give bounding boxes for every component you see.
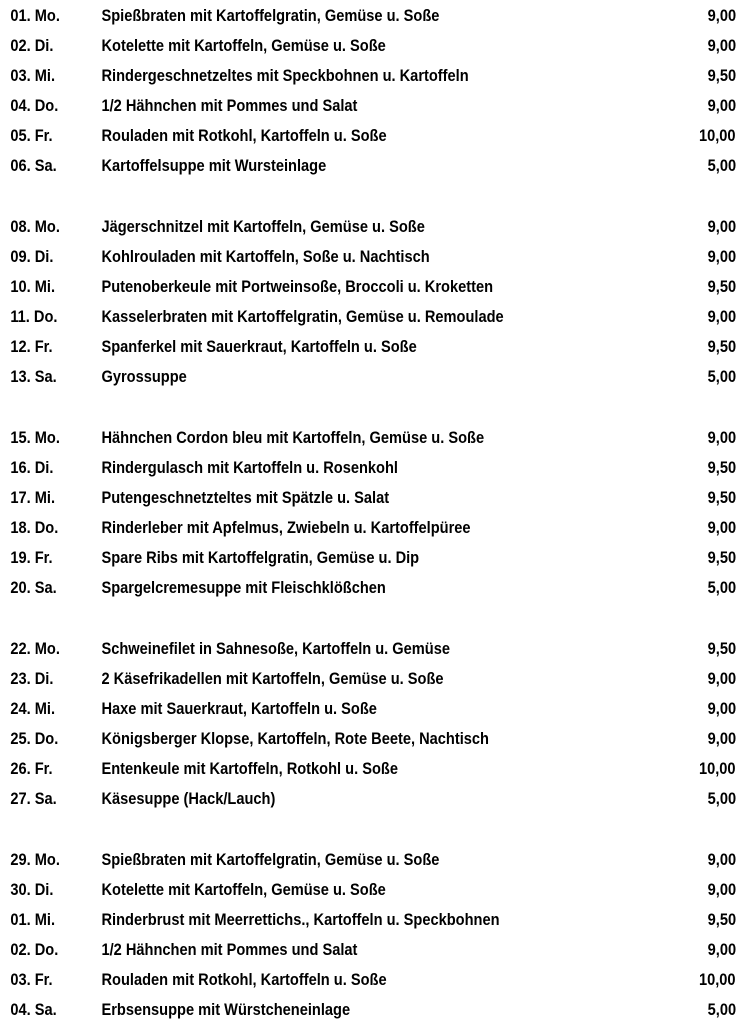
menu-price-cell xyxy=(616,696,736,722)
menu-price: 9,00 xyxy=(707,850,736,869)
menu-day: 01. Mo. xyxy=(10,6,60,25)
menu-price: 9,00 xyxy=(707,669,736,688)
menu-price-cell xyxy=(616,485,736,511)
menu-row xyxy=(0,967,638,993)
menu-price: 9,00 xyxy=(707,307,736,326)
menu-row xyxy=(0,63,638,89)
menu-dish: Rinderleber mit Apfelmus, Zwiebeln u. Kartoffelpüree xyxy=(101,518,471,537)
menu-dish: Schweinefilet in Sahnesoße, Kartoffeln u. Gemüse xyxy=(101,639,451,658)
menu-dish: Gyrossuppe xyxy=(101,367,187,386)
menu-price: 9,50 xyxy=(707,548,736,567)
menu-row xyxy=(0,153,638,179)
menu-price-cell xyxy=(616,515,736,541)
menu-row xyxy=(0,847,638,873)
menu-day: 24. Mi. xyxy=(10,699,56,718)
menu-row xyxy=(0,907,638,933)
menu-row xyxy=(0,123,638,149)
menu-day: 30. Di. xyxy=(10,880,54,899)
menu-price-cell xyxy=(616,726,736,752)
menu-row xyxy=(0,636,638,662)
menu-price-cell xyxy=(616,123,736,149)
menu-price: 9,00 xyxy=(707,6,736,25)
menu-price-cell xyxy=(616,545,736,571)
menu-price-cell xyxy=(616,907,736,933)
menu-price-cell xyxy=(616,756,736,782)
menu-price: 10,00 xyxy=(699,970,736,989)
menu-dish: Kasselerbraten mit Kartoffelgratin, Gemüse u. Remoulade xyxy=(101,307,504,326)
menu-day: 03. Mi. xyxy=(10,66,56,85)
menu-dish: Putenoberkeule mit Portweinsoße, Broccoli u. Kroketten xyxy=(101,277,494,296)
menu-row xyxy=(0,545,638,571)
menu-row xyxy=(0,485,638,511)
menu-dish: Spanferkel mit Sauerkraut, Kartoffeln u. Soße xyxy=(101,337,417,356)
menu-price-cell xyxy=(616,997,736,1023)
menu-dish: Entenkeule mit Kartoffeln, Rotkohl u. Soße xyxy=(101,759,398,778)
menu-price: 5,00 xyxy=(707,578,736,597)
menu-dish: Erbsensuppe mit Würstcheneinlage xyxy=(101,1000,351,1019)
menu-dish: Spießbraten mit Kartoffelgratin, Gemüse u. Soße xyxy=(101,6,440,25)
menu-day: 08. Mo. xyxy=(10,217,60,236)
menu-day: 27. Sa. xyxy=(10,789,57,808)
menu-price: 9,00 xyxy=(707,428,736,447)
menu-price: 9,50 xyxy=(707,277,736,296)
menu-price: 10,00 xyxy=(699,126,736,145)
menu-dish: Spargelcremesuppe mit Fleischklößchen xyxy=(101,578,386,597)
menu-day: 09. Di. xyxy=(10,247,54,266)
menu-row xyxy=(0,3,638,29)
menu-price: 9,50 xyxy=(707,910,736,929)
menu-day: 05. Fr. xyxy=(10,126,53,145)
menu-day: 06. Sa. xyxy=(10,156,57,175)
menu-price-cell xyxy=(616,304,736,330)
menu-row xyxy=(0,756,638,782)
menu-day: 02. Do. xyxy=(10,940,59,959)
menu-row xyxy=(0,877,638,903)
menu-row xyxy=(0,304,638,330)
menu-row xyxy=(0,244,638,270)
menu-price-cell xyxy=(616,63,736,89)
menu-row xyxy=(0,364,638,390)
menu-dish: Rouladen mit Rotkohl, Kartoffeln u. Soße xyxy=(101,970,387,989)
menu-dish: Kohlrouladen mit Kartoffeln, Soße u. Nachtisch xyxy=(101,247,430,266)
menu-dish: Rindergeschnetzeltes mit Speckbohnen u. Kartoffeln xyxy=(101,66,469,85)
menu-row xyxy=(0,455,638,481)
menu-dish: Rinderbrust mit Meerrettichs., Kartoffeln u. Speckbohnen xyxy=(101,910,500,929)
menu-price-cell xyxy=(616,3,736,29)
menu-price-cell xyxy=(616,575,736,601)
menu-price: 9,00 xyxy=(707,217,736,236)
menu-price-cell xyxy=(616,274,736,300)
menu-price-cell xyxy=(616,877,736,903)
menu-dish: Spare Ribs mit Kartoffelgratin, Gemüse u. Dip xyxy=(101,548,420,567)
menu-price: 9,00 xyxy=(707,518,736,537)
menu-price-cell xyxy=(616,636,736,662)
menu-price: 9,00 xyxy=(707,699,736,718)
menu-price-cell xyxy=(616,847,736,873)
menu-price-cell xyxy=(616,967,736,993)
menu-dish: Kotelette mit Kartoffeln, Gemüse u. Soße xyxy=(101,36,386,55)
menu-dish: 1/2 Hähnchen mit Pommes und Salat xyxy=(101,940,358,959)
menu-day: 17. Mi. xyxy=(10,488,56,507)
menu-price: 9,00 xyxy=(707,940,736,959)
menu-price: 5,00 xyxy=(707,1000,736,1019)
menu-day: 11. Do. xyxy=(10,307,58,326)
menu-dish: Putengeschnetzteltes mit Spätzle u. Salat xyxy=(101,488,390,507)
menu-price-cell xyxy=(616,455,736,481)
menu-price: 9,00 xyxy=(707,880,736,899)
menu-price: 9,00 xyxy=(707,96,736,115)
menu-price-cell xyxy=(616,786,736,812)
menu-row xyxy=(0,93,638,119)
menu-price-cell xyxy=(616,93,736,119)
menu-row xyxy=(0,33,638,59)
menu-price: 9,50 xyxy=(707,488,736,507)
menu-price-cell xyxy=(616,666,736,692)
menu-day: 26. Fr. xyxy=(10,759,53,778)
menu-row xyxy=(0,997,638,1023)
menu-dish: Jägerschnitzel mit Kartoffeln, Gemüse u. Soße xyxy=(101,217,425,236)
menu-price-cell xyxy=(616,937,736,963)
menu-day: 02. Di. xyxy=(10,36,54,55)
menu-price: 9,50 xyxy=(707,66,736,85)
menu-dish: Kartoffelsuppe mit Wursteinlage xyxy=(101,156,327,175)
menu-dish: Haxe mit Sauerkraut, Kartoffeln u. Soße xyxy=(101,699,377,718)
menu-day: 12. Fr. xyxy=(10,337,53,356)
menu-row xyxy=(0,786,638,812)
menu-price-cell xyxy=(616,244,736,270)
menu-dish: 1/2 Hähnchen mit Pommes und Salat xyxy=(101,96,358,115)
menu-price: 10,00 xyxy=(699,759,736,778)
menu-dish: Rindergulasch mit Kartoffeln u. Rosenkohl xyxy=(101,458,398,477)
menu-row xyxy=(0,334,638,360)
menu-row xyxy=(0,696,638,722)
menu-row xyxy=(0,515,638,541)
menu-row xyxy=(0,274,638,300)
menu-day: 10. Mi. xyxy=(10,277,56,296)
menu-price-cell xyxy=(616,153,736,179)
menu-price-cell xyxy=(616,214,736,240)
menu-price: 9,00 xyxy=(707,247,736,266)
menu-day: 25. Do. xyxy=(10,729,59,748)
menu-row xyxy=(0,214,638,240)
menu-day: 13. Sa. xyxy=(10,367,57,386)
menu-row xyxy=(0,425,638,451)
menu-price-cell xyxy=(616,334,736,360)
menu-price: 9,50 xyxy=(707,337,736,356)
menu-day: 19. Fr. xyxy=(10,548,53,567)
menu-day: 16. Di. xyxy=(10,458,54,477)
menu-dish: Kotelette mit Kartoffeln, Gemüse u. Soße xyxy=(101,880,386,899)
menu-row xyxy=(0,937,638,963)
menu-price: 9,00 xyxy=(707,729,736,748)
menu-day: 04. Do. xyxy=(10,96,59,115)
menu-day: 03. Fr. xyxy=(10,970,53,989)
menu-day: 22. Mo. xyxy=(10,639,60,658)
menu-dish: Rouladen mit Rotkohl, Kartoffeln u. Soße xyxy=(101,126,387,145)
menu-price-cell xyxy=(616,33,736,59)
menu-row xyxy=(0,726,638,752)
menu-dish: Käsesuppe (Hack/Lauch) xyxy=(101,789,276,808)
menu-price-cell xyxy=(616,425,736,451)
menu-dish: Königsberger Klopse, Kartoffeln, Rote Beete, Nachtisch xyxy=(101,729,489,748)
menu-price: 5,00 xyxy=(707,789,736,808)
menu-day: 01. Mi. xyxy=(10,910,56,929)
menu-dish: 2 Käsefrikadellen mit Kartoffeln, Gemüse u. Soße xyxy=(101,669,444,688)
menu-price: 9,50 xyxy=(707,458,736,477)
menu-day: 23. Di. xyxy=(10,669,54,688)
menu-price: 9,50 xyxy=(707,639,736,658)
menu-day: 15. Mo. xyxy=(10,428,60,447)
menu-row xyxy=(0,666,638,692)
menu-dish: Hähnchen Cordon bleu mit Kartoffeln, Gemüse u. Soße xyxy=(101,428,485,447)
menu-row xyxy=(0,575,638,601)
menu-day: 18. Do. xyxy=(10,518,59,537)
menu-price-cell xyxy=(616,364,736,390)
menu-day: 04. Sa. xyxy=(10,1000,57,1019)
menu-price: 9,00 xyxy=(707,36,736,55)
menu-dish: Spießbraten mit Kartoffelgratin, Gemüse u. Soße xyxy=(101,850,440,869)
menu-day: 20. Sa. xyxy=(10,578,57,597)
menu-price: 5,00 xyxy=(707,367,736,386)
menu-price: 5,00 xyxy=(707,156,736,175)
menu-day: 29. Mo. xyxy=(10,850,60,869)
